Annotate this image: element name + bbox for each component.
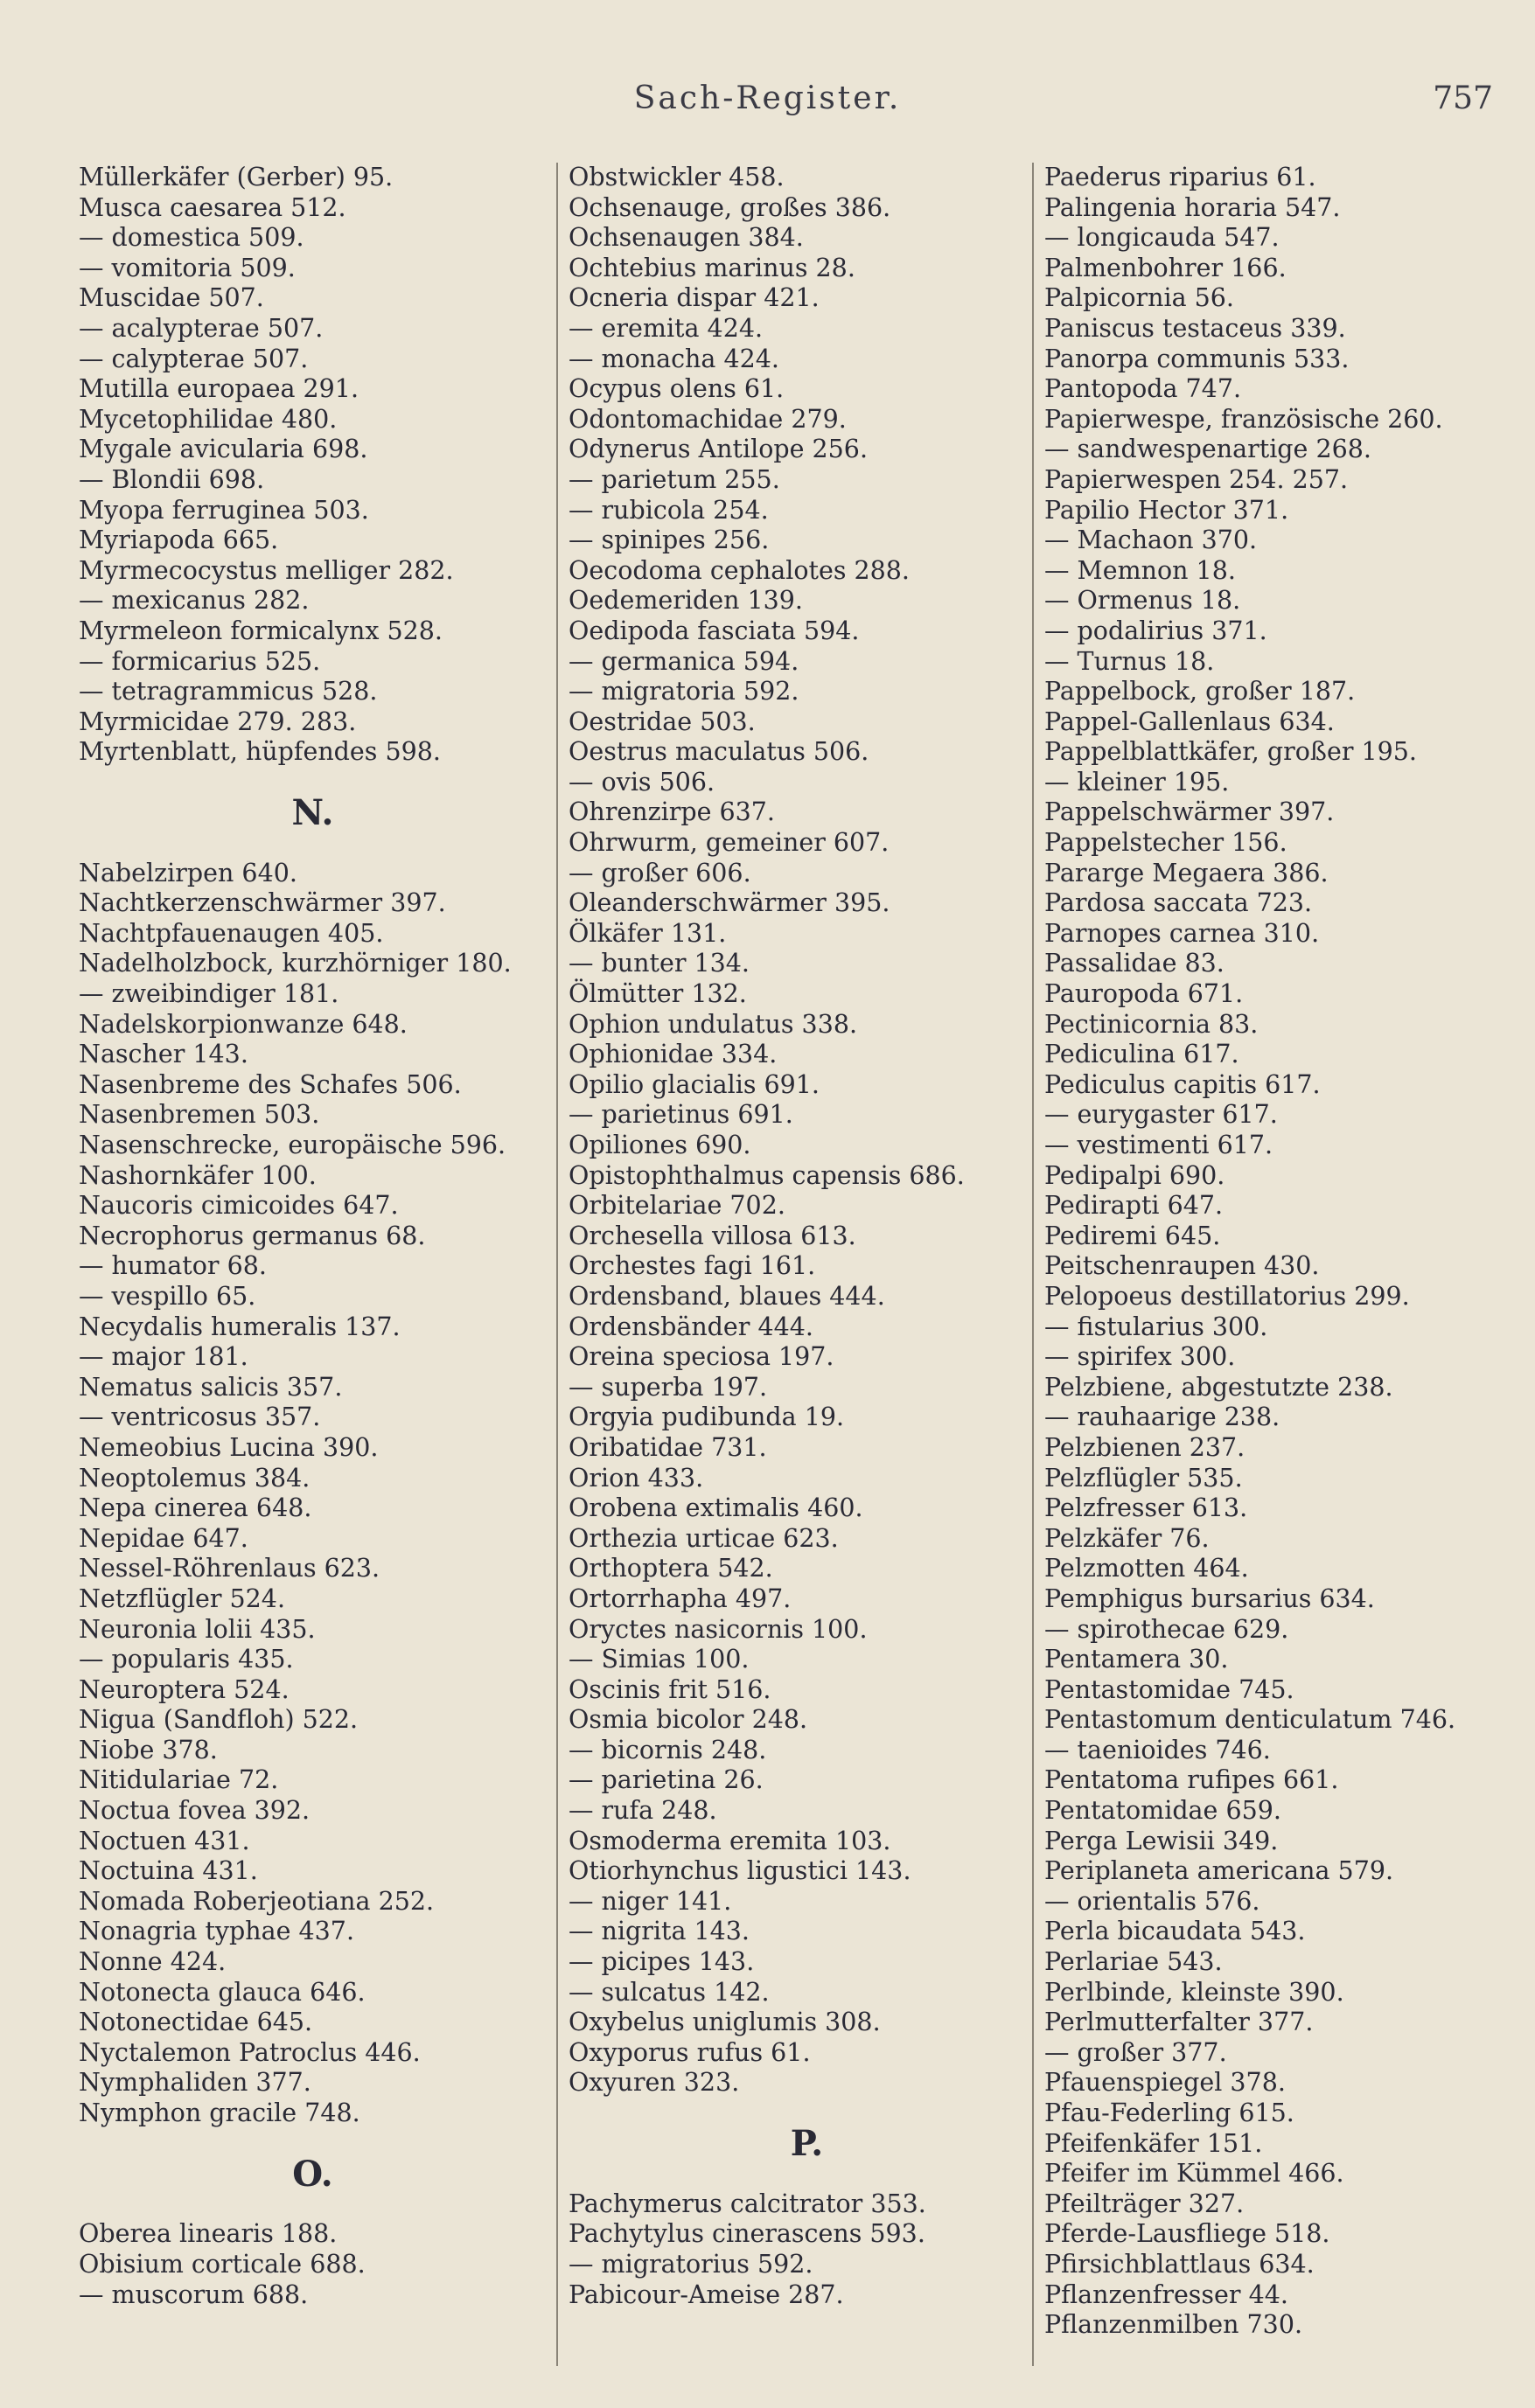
index-entry: — großer 377. xyxy=(1044,2037,1227,2067)
index-entry: — popularis 435. xyxy=(79,1645,294,1674)
index-entry: Nitidulariae 72. xyxy=(79,1765,279,1795)
index-entry: — bicornis 248. xyxy=(569,1735,767,1764)
index-entry: Ochsenaugen 384. xyxy=(569,223,804,253)
index-entry: Notonecta glauca 646. xyxy=(79,1977,366,2007)
index-entry: — parietinus 691. xyxy=(569,1100,793,1130)
index-entry: Mycetophilidae 480. xyxy=(79,404,338,434)
index-entry: — eurygaster 617. xyxy=(1044,1100,1278,1130)
index-entry: — Machaon 370. xyxy=(1044,525,1258,555)
index-entry: Periplaneta americana 579. xyxy=(1044,1856,1394,1886)
index-entry: — spirothecae 629. xyxy=(1044,1614,1289,1644)
index-entry: Pappelblattkäfer, großer 195. xyxy=(1044,737,1417,767)
index-entry: Nepa cinerea 648. xyxy=(79,1493,312,1523)
index-entry: Myrmecocystus melliger 282. xyxy=(79,555,454,585)
index-entry: Myrtenblatt, hüpfendes 598. xyxy=(79,737,441,767)
index-entry: — ventricosus 357. xyxy=(79,1402,321,1432)
index-entry: Nadelskorpionwanze 648. xyxy=(79,1009,408,1039)
index-entry: Pedirapti 647. xyxy=(1044,1191,1224,1221)
index-entry: — bunter 134. xyxy=(569,949,750,978)
index-entry: Oreina speciosa 197. xyxy=(569,1342,834,1372)
index-entry: Myrmeleon formicalynx 528. xyxy=(79,616,443,645)
index-entry: — tetragrammicus 528. xyxy=(79,677,378,706)
index-entry: — rubicola 254. xyxy=(569,495,769,525)
index-entry: Odynerus Antilope 256. xyxy=(569,435,868,464)
index-entry: Pemphigus bursarius 634. xyxy=(1044,1583,1375,1613)
index-entry: Myopa ferruginea 503. xyxy=(79,495,369,525)
section-letter-heading: N. xyxy=(291,791,334,833)
index-entry: Pardosa saccata 723. xyxy=(1044,888,1313,918)
index-entry: Pelzfresser 613. xyxy=(1044,1493,1248,1523)
index-entry: Osmia bicolor 248. xyxy=(569,1705,808,1735)
index-entry: Neuroptera 524. xyxy=(79,1674,290,1704)
index-entry: Noctuen 431. xyxy=(79,1826,250,1855)
index-entry: — eremita 424. xyxy=(569,313,764,343)
index-entry: Nachtpfauenaugen 405. xyxy=(79,918,384,948)
index-entry: Neuronia lolii 435. xyxy=(79,1614,316,1644)
index-entry: — rauhaarige 238. xyxy=(1044,1402,1280,1432)
index-entry: — ovis 506. xyxy=(569,767,715,797)
index-entry: Orgyia pudibunda 19. xyxy=(569,1402,845,1432)
index-entry: Naucoris cimicoides 647. xyxy=(79,1191,399,1221)
index-entry: Ohrenzirpe 637. xyxy=(569,797,775,827)
index-entry: Panorpa communis 533. xyxy=(1044,344,1350,373)
index-entry: — longicauda 547. xyxy=(1044,223,1280,253)
index-entry: Odontomachidae 279. xyxy=(569,404,847,434)
index-entry: — vestimenti 617. xyxy=(1044,1131,1273,1159)
index-entry: Nasenbremen 503. xyxy=(79,1100,320,1130)
index-entry: Netzflügler 524. xyxy=(79,1583,286,1613)
section-letter-heading: P. xyxy=(790,2123,824,2164)
index-entry: Nabelzirpen 640. xyxy=(79,858,297,887)
index-entry: Muscidae 507. xyxy=(79,283,264,313)
index-entry: Nonne 424. xyxy=(79,1947,227,1977)
index-entry: Pentastomidae 745. xyxy=(1044,1674,1294,1704)
index-entry: Pectinicornia 83. xyxy=(1044,1009,1259,1039)
page-number: 757 xyxy=(1433,80,1493,116)
index-entry: — kleiner 195. xyxy=(1044,767,1230,797)
index-entry: Ohrwurm, gemeiner 607. xyxy=(569,828,890,858)
index-entry: Pappelstecher 156. xyxy=(1044,828,1287,858)
index-entry: Oecodoma cephalotes 288. xyxy=(569,555,910,585)
index-entry: Nessel-Röhrenlaus 623. xyxy=(79,1554,380,1583)
index-entry: Necrophorus germanus 68. xyxy=(79,1221,426,1250)
index-entry: Pediculus capitis 617. xyxy=(1044,1069,1321,1099)
index-entry: Pappelschwärmer 397. xyxy=(1044,797,1335,827)
index-entry: Pferde-Lausfliege 518. xyxy=(1044,2219,1330,2249)
index-entry: Pappelbock, großer 187. xyxy=(1044,677,1356,706)
index-entry: Obisium corticale 688. xyxy=(79,2250,366,2279)
index-entry: — muscorum 688. xyxy=(79,2279,309,2309)
index-entry: — humator 68. xyxy=(79,1251,267,1281)
index-entry: Peitschenraupen 430. xyxy=(1044,1251,1320,1281)
index-entry: — großer 606. xyxy=(569,858,751,887)
index-entry: Ocneria dispar 421. xyxy=(569,283,820,313)
index-entry: Ophion undulatus 338. xyxy=(569,1009,858,1039)
index-entry: Noctuina 431. xyxy=(79,1856,258,1886)
index-entry: Oxybelus uniglumis 308. xyxy=(569,2008,881,2037)
index-entry: Orobena extimalis 460. xyxy=(569,1493,863,1523)
index-entry: Osmoderma eremita 103. xyxy=(569,1826,891,1855)
index-entry: — Blondii 698. xyxy=(79,464,265,494)
index-entry: — Memnon 18. xyxy=(1044,555,1236,585)
running-title: Sach-Register. xyxy=(633,80,902,116)
index-entry: — calypterae 507. xyxy=(79,344,309,373)
index-entry: Pantopoda 747. xyxy=(1044,374,1242,404)
index-entry: Papilio Hector 371. xyxy=(1044,495,1289,525)
index-entry: — picipes 143. xyxy=(569,1947,755,1977)
index-entry: Papierwespe, französische 260. xyxy=(1044,404,1443,434)
index-entry: Ocypus olens 61. xyxy=(569,374,785,404)
index-entry: Pflanzenfresser 44. xyxy=(1044,2279,1288,2309)
index-column-1 xyxy=(79,163,547,2366)
index-entry: Papierwespen 254. 257. xyxy=(1044,464,1349,494)
index-entry: Pfauenspiegel 378. xyxy=(1044,2068,1286,2098)
index-entry: — formicarius 525. xyxy=(79,646,321,676)
index-entry: Oryctes nasicornis 100. xyxy=(569,1614,868,1644)
section-letter-heading: O. xyxy=(292,2153,333,2195)
index-entry: Nasenbreme des Schafes 506. xyxy=(79,1069,462,1099)
index-entry: Myrmicidae 279. 283. xyxy=(79,706,357,736)
index-entry: Oscinis frit 516. xyxy=(569,1674,771,1704)
index-entry: Pachymerus calcitrator 353. xyxy=(569,2189,926,2218)
index-entry: Otiorhynchus ligustici 143. xyxy=(569,1856,911,1886)
index-column-2 xyxy=(556,163,1045,2366)
index-entry: Myriapoda 665. xyxy=(79,525,279,555)
index-entry: Niobe 378. xyxy=(79,1735,218,1764)
index-entry: Pentatomidae 659. xyxy=(1044,1796,1281,1826)
index-entry: Perga Lewisii 349. xyxy=(1044,1826,1279,1855)
index-entry: Pfeifer im Kümmel 466. xyxy=(1044,2159,1344,2189)
index-entry: Mutilla europaea 291. xyxy=(79,374,359,404)
index-entry: Oberea linearis 188. xyxy=(79,2219,338,2249)
index-entry: Pelzflügler 535. xyxy=(1044,1463,1243,1493)
index-entry: Nashornkäfer 100. xyxy=(79,1160,317,1190)
index-entry: Obstwickler 458. xyxy=(569,163,785,191)
index-entry: Oxyporus rufus 61. xyxy=(569,2037,811,2067)
index-entry: Neoptolemus 384. xyxy=(79,1463,310,1493)
index-entry: Pelopoeus destillatorius 299. xyxy=(1044,1281,1410,1311)
index-entry: Noctua fovea 392. xyxy=(79,1796,310,1826)
index-entry: Palpicornia 56. xyxy=(1044,283,1234,313)
index-entry: Necydalis humeralis 137. xyxy=(79,1312,401,1341)
index-entry: — spirifex 300. xyxy=(1044,1342,1236,1372)
index-entry: Palmenbohrer 166. xyxy=(1044,253,1287,282)
index-entry: — rufa 248. xyxy=(569,1796,717,1826)
index-entry: Parnopes carnea 310. xyxy=(1044,918,1320,948)
index-entry: Nematus salicis 357. xyxy=(79,1372,343,1402)
index-column-3 xyxy=(1032,163,1521,2366)
index-entry: Nymphaliden 377. xyxy=(79,2068,311,2098)
index-entry: Pediculina 617. xyxy=(1044,1040,1239,1069)
index-entry: Oedipoda fasciata 594. xyxy=(569,616,860,645)
index-entry: Pararge Megaera 386. xyxy=(1044,858,1329,887)
index-entry: Nigua (Sandfloh) 522. xyxy=(79,1705,359,1735)
index-entry: Perlmutterfalter 377. xyxy=(1044,2008,1314,2037)
index-entry: Opilio glacialis 691. xyxy=(569,1069,820,1099)
index-entry: — niger 141. xyxy=(569,1886,732,1916)
index-entry: — acalypterae 507. xyxy=(79,313,324,343)
index-entry: Pelzbiene, abgestutzte 238. xyxy=(1044,1372,1393,1402)
index-entry: — mexicanus 282. xyxy=(79,586,310,616)
index-entry: Mygale avicularia 698. xyxy=(79,435,368,464)
index-entry: Opiliones 690. xyxy=(569,1131,751,1159)
index-entry: Pachytylus cinerascens 593. xyxy=(569,2219,925,2249)
index-entry: — zweibindiger 181. xyxy=(79,979,339,1009)
index-entry: Pentamera 30. xyxy=(1044,1645,1229,1674)
index-entry: — sulcatus 142. xyxy=(569,1977,770,2007)
index-entry: — Simias 100. xyxy=(569,1645,750,1674)
index-entry: Nepidae 647. xyxy=(79,1523,248,1553)
index-entry: — fistularius 300. xyxy=(1044,1312,1268,1341)
index-entry: Oxyuren 323. xyxy=(569,2068,740,2098)
index-entry: Oleanderschwärmer 395. xyxy=(569,888,890,918)
index-entry: Orchestes fagi 161. xyxy=(569,1251,816,1281)
index-entry: Ordensband, blaues 444. xyxy=(569,1281,885,1311)
index-entry: Oestrus maculatus 506. xyxy=(569,737,869,767)
index-entry: Pentastomum denticulatum 746. xyxy=(1044,1705,1456,1735)
index-entry: Nasenschrecke, europäische 596. xyxy=(79,1131,506,1160)
index-entry: Orthoptera 542. xyxy=(569,1554,773,1583)
index-entry: Oribatidae 731. xyxy=(569,1432,767,1462)
index-entry: Oedemeriden 139. xyxy=(569,586,803,616)
index-entry: Pabicour-Ameise 287. xyxy=(569,2279,844,2309)
index-entry: Pfeifenkäfer 151. xyxy=(1044,2128,1263,2158)
index-entry: — Turnus 18. xyxy=(1044,646,1215,676)
index-entry: Pflanzenmilben 730. xyxy=(1044,2310,1303,2340)
index-entry: — germanica 594. xyxy=(569,646,799,676)
index-entry: Pedipalpi 690. xyxy=(1044,1160,1225,1190)
index-entry: Paniscus testaceus 339. xyxy=(1044,313,1346,343)
index-entry: — domestica 509. xyxy=(79,223,304,253)
index-entry: — monacha 424. xyxy=(569,344,779,373)
index-entry: Ochtebius marinus 28. xyxy=(569,253,855,282)
index-entry: — superba 197. xyxy=(569,1372,768,1402)
index-entry: Ölmütter 132. xyxy=(569,979,747,1009)
index-entry: Müllerkäfer (Gerber) 95. xyxy=(79,163,394,191)
index-entry: Pfeilträger 327. xyxy=(1044,2189,1245,2218)
index-entry: Pauropoda 671. xyxy=(1044,979,1244,1009)
index-entry: — taenioides 746. xyxy=(1044,1735,1271,1764)
index-entry: Ochsenauge, großes 386. xyxy=(569,192,891,222)
index-entry: Perlbinde, kleinste 390. xyxy=(1044,1977,1344,2007)
index-entry: Nyctalemon Patroclus 446. xyxy=(79,2037,421,2067)
index-entry: Passalidae 83. xyxy=(1044,949,1225,978)
index-entry: — parietum 255. xyxy=(569,464,780,494)
index-entry: Ophionidae 334. xyxy=(569,1040,778,1069)
index-entry: Opistophthalmus capensis 686. xyxy=(569,1160,965,1190)
index-entry: — Ormenus 18. xyxy=(1044,586,1241,616)
index-entry: Pelzmotten 464. xyxy=(1044,1554,1249,1583)
index-entry: Ortorrhapha 497. xyxy=(569,1583,792,1613)
index-entry: Nadelholzbock, kurzhörniger 180. xyxy=(79,949,512,978)
index-entry: Nemeobius Lucina 390. xyxy=(79,1432,379,1462)
index-entry: — vomitoria 509. xyxy=(79,253,296,282)
index-entry: Orthezia urticae 623. xyxy=(569,1523,839,1553)
index-entry: Nachtkerzenschwärmer 397. xyxy=(79,888,446,918)
index-entry: Orbitelariae 702. xyxy=(569,1191,785,1221)
index-entry: Pfau-Federling 615. xyxy=(1044,2098,1294,2127)
index-entry: Nymphon gracile 748. xyxy=(79,2098,360,2128)
index-entry: Perlariae 543. xyxy=(1044,1947,1223,1977)
index-entry: — sandwespenartige 268. xyxy=(1044,435,1371,464)
index-entry: Nascher 143. xyxy=(79,1040,248,1069)
index-entry: Ordensbänder 444. xyxy=(569,1312,813,1341)
index-entry: Nomada Roberjeotiana 252. xyxy=(79,1886,435,1916)
index-entry: Musca caesarea 512. xyxy=(79,192,346,222)
index-entry: — migratorius 592. xyxy=(569,2249,813,2279)
index-entry: — major 181. xyxy=(79,1342,248,1372)
index-entry: — nigrita 143. xyxy=(569,1917,750,1946)
index-entry: Notonectidae 645. xyxy=(79,2008,313,2037)
page-header xyxy=(0,80,1535,124)
index-entry: Oestridae 503. xyxy=(569,706,756,736)
index-entry: — spinipes 256. xyxy=(569,525,770,555)
index-entry: — parietina 26. xyxy=(569,1765,764,1795)
index-entry: Perla bicaudata 543. xyxy=(1044,1917,1306,1946)
index-entry: Orchesella villosa 613. xyxy=(569,1221,856,1250)
index-entry: — podalirius 371. xyxy=(1044,616,1267,645)
index-entry: Ölkäfer 131. xyxy=(569,918,727,948)
index-entry: — vespillo 65. xyxy=(79,1281,256,1311)
index-entry: Orion 433. xyxy=(569,1463,704,1493)
index-entry: Pelzkäfer 76. xyxy=(1044,1523,1210,1553)
index-entry: — migratoria 592. xyxy=(569,677,799,706)
index-entry: Paederus riparius 61. xyxy=(1044,163,1316,191)
index-entry: Pentatoma rufipes 661. xyxy=(1044,1765,1339,1795)
index-entry: Pediremi 645. xyxy=(1044,1221,1221,1250)
index-entry: Pelzbienen 237. xyxy=(1044,1432,1245,1462)
index-entry: Palingenia horaria 547. xyxy=(1044,192,1341,222)
index-entry: — orientalis 576. xyxy=(1044,1886,1260,1916)
index-entry: Pappel-Gallenlaus 634. xyxy=(1044,706,1335,736)
index-entry: Pfirsichblattlaus 634. xyxy=(1044,2249,1315,2279)
index-entry: Nonagria typhae 437. xyxy=(79,1917,355,1946)
